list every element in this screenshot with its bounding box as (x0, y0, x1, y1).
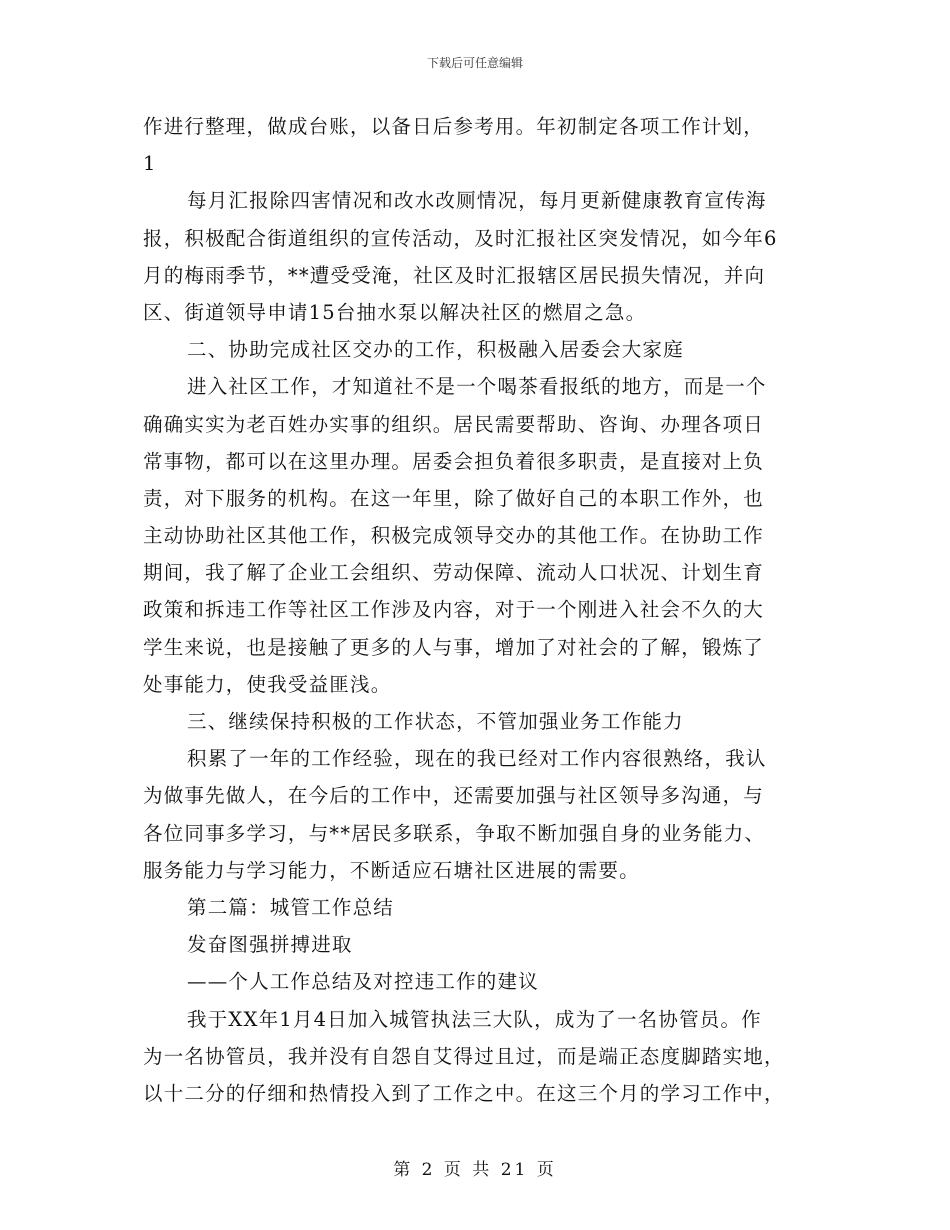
document-body (143, 108, 803, 1112)
text-line: 每月汇报除四害情况和改水改厕情况，每月更新健康教育宣传海 (187, 189, 767, 213)
page-footer: 第 2 页 共 21 页 (393, 1160, 557, 1180)
page-header: 下载后可任意编辑 (426, 56, 523, 70)
text-line: 确确实实为老百姓办实事的组织。居民需要帮助、咨询、办理各项日 (143, 412, 765, 436)
text-line: 作进行整理，做成台账，以备日后参考用。年初制定各项工作计划， (143, 115, 765, 138)
text-line: 政策和拆违工作等社区工作涉及内容，对于一个刚进入社会不久的大 (143, 598, 765, 622)
text-line: 责，对下服务的机构。在这一年里，除了做好自己的本职工作外，也 (143, 486, 765, 510)
text-line: 主动协助社区其他工作，积极完成领导交办的其他工作。在协助工作 (143, 524, 765, 548)
text-line: 为做事先做人，在今后的工作中，还需要加强与社区领导多沟通，与 (143, 784, 765, 808)
text-line: 1 (143, 152, 157, 176)
text-line: 积累了一年的工作经验，现在的我已经对工作内容很熟络，我认 (187, 747, 767, 771)
text-line: ——个人工作总结及对控违工作的建议 (187, 970, 539, 994)
text-line: 为一名协管员，我并没有自怨自艾得过且过，而是端正态度脚踏实地， (143, 1044, 785, 1068)
text-line: 处事能力，使我受益匪浅。 (143, 672, 392, 696)
text-line: 第二篇：城管工作总结 (187, 895, 395, 919)
text-line: 我于XX年1月4日加入城管执法三大队，成为了一名协管员。作 (187, 1007, 762, 1031)
text-line: 服务能力与学习能力，不断适应石塘社区进展的需要。 (143, 858, 640, 882)
text-line: 二、协助完成社区交办的工作，积极融入居委会大家庭 (187, 338, 684, 362)
text-line: 报，积极配合街道组织的宣传活动，及时汇报社区突发情况，如今年6 (143, 226, 778, 250)
text-line: 常事物，都可以在这里办理。居委会担负着很多职责，是直接对上负 (143, 449, 765, 473)
text-line: 三、继续保持积极的工作状态，不管加强业务工作能力 (187, 710, 684, 733)
text-line: 进入社区工作，才知道社不是一个喝茶看报纸的地方，而是一个 (187, 375, 767, 399)
text-line: 发奋图强拼搏进取 (187, 933, 353, 957)
text-line: 以十二分的仔细和热情投入到了工作之中。在这三个月的学习工作中， (143, 1081, 785, 1105)
text-line: 各位同事多学习，与**居民多联系，争取不断加强自身的业务能力、 (143, 821, 766, 845)
text-line: 区、街道领导申请15台抽水泵以解决社区的燃眉之急。 (143, 300, 647, 324)
text-line: 学生来说，也是接触了更多的人与事，增加了对社会的了解，锻炼了 (143, 635, 765, 659)
text-line: 月的梅雨季节，**遭受受淹，社区及时汇报辖区居民损失情况，并向 (143, 263, 766, 287)
text-line: 期间，我了解了企业工会组织、劳动保障、流动人口状况、计划生育 (143, 561, 765, 585)
